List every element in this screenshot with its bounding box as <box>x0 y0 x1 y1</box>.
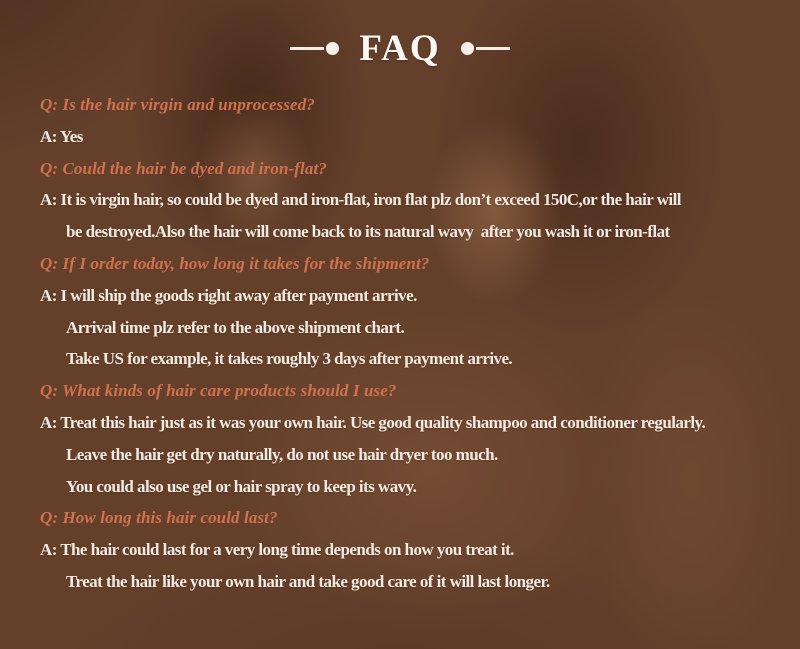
faq-answer-line: A: It is virgin hair, so could be dyed and iron-flat, iron flat plz don’t exceed 150C,or the hair will <box>40 190 681 210</box>
faq-question: Q: How long this hair could last? <box>40 508 278 528</box>
faq-question: Q: If I order today, how long it takes for the shipment? <box>40 253 430 273</box>
faq-answer-line: Arrival time plz refer to the above shipment chart. <box>66 317 405 337</box>
header-dot-right-icon <box>461 42 474 55</box>
page-title: FAQ <box>359 28 441 69</box>
faq-answer-line: You could also use gel or hair spray to keep its wavy. <box>66 476 417 496</box>
faq-header <box>0 30 800 67</box>
faq-question: Q: Could the hair be dyed and iron-flat? <box>40 158 327 178</box>
faq-answer-line: A: Treat this hair just as it was your own hair. Use good quality shampoo and conditioner regularly. <box>40 412 706 432</box>
faq-answer-line: A: The hair could last for a very long time depends on how you treat it. <box>40 540 514 560</box>
faq-list <box>40 89 780 598</box>
faq-answer-line: be destroyed.Also the hair will come back to its natural wavy after you wash it or iron-flat <box>66 222 670 242</box>
header-rule-left-icon <box>290 47 324 50</box>
faq-answer-line: Treat the hair like your own hair and take good care of it will last longer. <box>66 571 550 591</box>
faq-answer-line: A: Yes <box>40 126 83 146</box>
faq-question: Q: Is the hair virgin and unprocessed? <box>40 95 315 114</box>
faq-answer-line: Take US for example, it takes roughly 3 days after payment arrive. <box>66 349 513 369</box>
faq-question: Q: What kinds of hair care products should I use? <box>40 381 397 401</box>
faq-answer-line: Leave the hair get dry naturally, do not use hair dryer too much. <box>66 444 498 464</box>
faq-answer-line: A: I will ship the goods right away after payment arrive. <box>40 285 417 305</box>
header-rule-right-icon <box>476 47 510 50</box>
header-dot-left-icon <box>326 42 339 55</box>
